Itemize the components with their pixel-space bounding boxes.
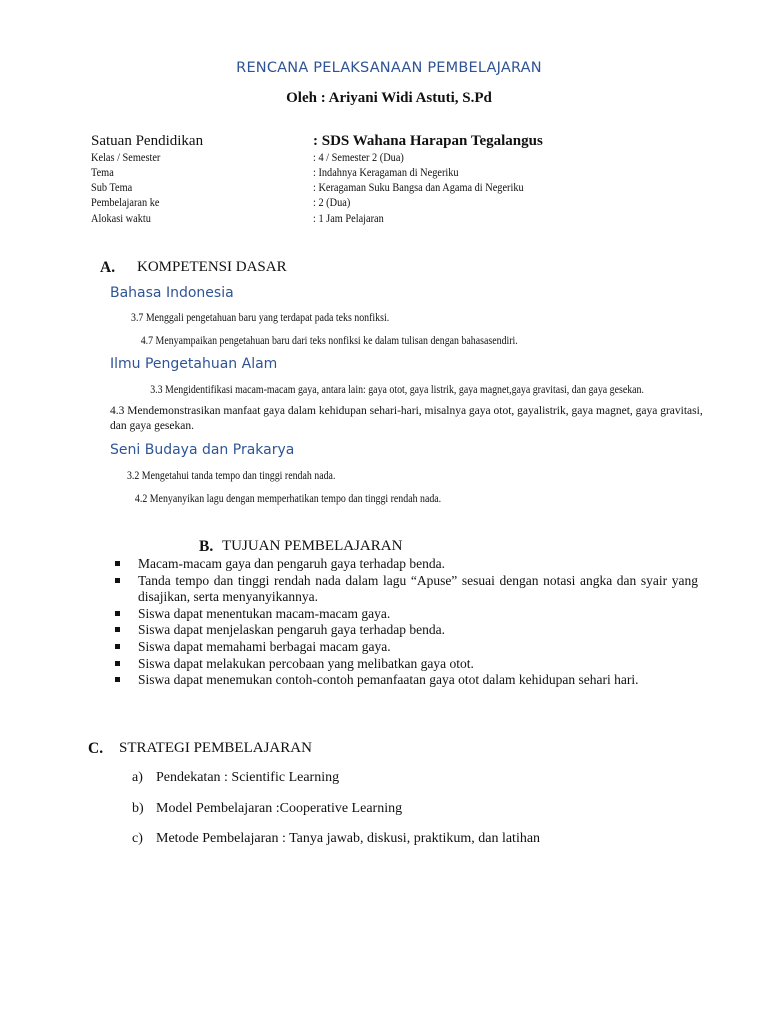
identity-value: : 2 (Dua) bbox=[313, 195, 351, 209]
kd-item: 4.3 Mendemonstrasikan manfaat gaya dalam kehidupan sehari-hari, misalnya gaya otot, gayalistrik, gaya magnet, gaya gravitasi, dan gaya gesekan. bbox=[110, 405, 703, 432]
section-c-letter: C. bbox=[88, 740, 104, 757]
kd-item: 4.7 Menyampaikan pengetahuan baru dari teks nonfiksi ke dalam tulisan dengan bahasasendiri. bbox=[140, 335, 518, 347]
objective-text: Siswa dapat menemukan contoh-contoh pemanfaatan gaya otot dalam kehidupan sehari hari. bbox=[138, 672, 639, 688]
bullet-square-icon bbox=[115, 627, 120, 632]
identity-label: Pembelajaran ke bbox=[91, 195, 160, 209]
strategy-item bbox=[132, 831, 540, 847]
identity-label: Alokasi waktu bbox=[91, 211, 151, 225]
kd-item: 4.2 Menyanyikan lagu dengan memperhatikan tempo dan tinggi rendah nada. bbox=[134, 493, 442, 505]
section-c-heading: STRATEGI PEMBELAJARAN bbox=[119, 740, 312, 756]
identity-label: Sub Tema bbox=[91, 180, 133, 194]
objective-list bbox=[113, 556, 698, 689]
kd-item: 3.2 Mengetahui tanda tempo dan tinggi rendah nada. bbox=[126, 470, 336, 482]
bullet-square-icon bbox=[115, 661, 120, 666]
section-b-letter: B. bbox=[199, 538, 214, 555]
section-a-letter: A. bbox=[100, 259, 116, 276]
list-item bbox=[113, 639, 698, 656]
document-title: RENCANA PELAKSANAAN PEMBELAJARAN bbox=[236, 60, 542, 76]
strategy-text: Pendekatan : Scientific Learning bbox=[156, 770, 340, 785]
bullet-square-icon bbox=[115, 644, 120, 649]
kd-item: 3.7 Menggali pengetahuan baru yang terdapat pada teks nonfiksi. bbox=[131, 312, 390, 324]
objective-text: Siswa dapat menjelaskan pengaruh gaya terhadap benda. bbox=[138, 622, 446, 638]
identity-value: : 1 Jam Pelajaran bbox=[313, 211, 384, 225]
list-item bbox=[113, 573, 698, 606]
kd-item: 3.3 Mengidentifikasi macam-macam gaya, antara lain: gaya otot, gaya listrik, gaya magnet,gaya gravitasi, dan gaya gesekan. bbox=[150, 384, 644, 396]
list-item bbox=[113, 656, 698, 673]
bullet-square-icon bbox=[115, 677, 120, 682]
strategy-marker: c) bbox=[132, 831, 143, 846]
list-item bbox=[113, 672, 698, 689]
subject-heading: Ilmu Pengetahuan Alam bbox=[110, 356, 278, 372]
objective-text: Siswa dapat melakukan percobaan yang melibatkan gaya otot. bbox=[138, 655, 474, 671]
identity-value: : 4 / Semester 2 (Dua) bbox=[313, 150, 404, 164]
bullet-square-icon bbox=[115, 578, 120, 583]
identity-label: Satuan Pendidikan bbox=[91, 133, 204, 149]
objective-text: Siswa dapat menentukan macam-macam gaya. bbox=[138, 605, 391, 621]
identity-value: : Indahnya Keragaman di Negeriku bbox=[313, 165, 459, 179]
list-item bbox=[113, 606, 698, 623]
list-item bbox=[113, 622, 698, 639]
strategy-marker: a) bbox=[132, 770, 143, 785]
objective-text: Macam-macam gaya dan pengaruh gaya terhadap benda. bbox=[138, 556, 445, 571]
section-b-heading: TUJUAN PEMBELAJARAN bbox=[222, 538, 403, 554]
identity-value: : Keragaman Suku Bangsa dan Agama di Negeriku bbox=[313, 180, 524, 194]
identity-label: Kelas / Semester bbox=[91, 150, 161, 164]
author-line: Oleh : Ariyani Widi Astuti, S.Pd bbox=[286, 90, 492, 106]
list-item bbox=[113, 556, 698, 573]
bullet-square-icon bbox=[115, 561, 120, 566]
identity-label: Tema bbox=[91, 165, 114, 179]
strategy-text: Model Pembelajaran :Cooperative Learning bbox=[156, 801, 403, 816]
identity-value: : SDS Wahana Harapan Tegalangus bbox=[313, 133, 543, 149]
strategy-item bbox=[132, 801, 402, 817]
objective-text: Siswa dapat memahami berbagai macam gaya. bbox=[138, 638, 391, 654]
objective-text: Tanda tempo dan tinggi rendah nada dalam lagu “Apuse” sesuai dengan notasi angka dan syair yang disajikan, serta menyanyikannya. bbox=[138, 572, 698, 605]
bullet-square-icon bbox=[115, 611, 120, 616]
subject-heading: Seni Budaya dan Prakarya bbox=[110, 442, 295, 458]
strategy-item bbox=[132, 770, 339, 786]
subject-heading: Bahasa Indonesia bbox=[110, 285, 234, 301]
section-a-heading: KOMPETENSI DASAR bbox=[137, 259, 287, 275]
strategy-text: Metode Pembelajaran : Tanya jawab, diskusi, praktikum, dan latihan bbox=[156, 831, 541, 846]
strategy-marker: b) bbox=[132, 801, 144, 816]
